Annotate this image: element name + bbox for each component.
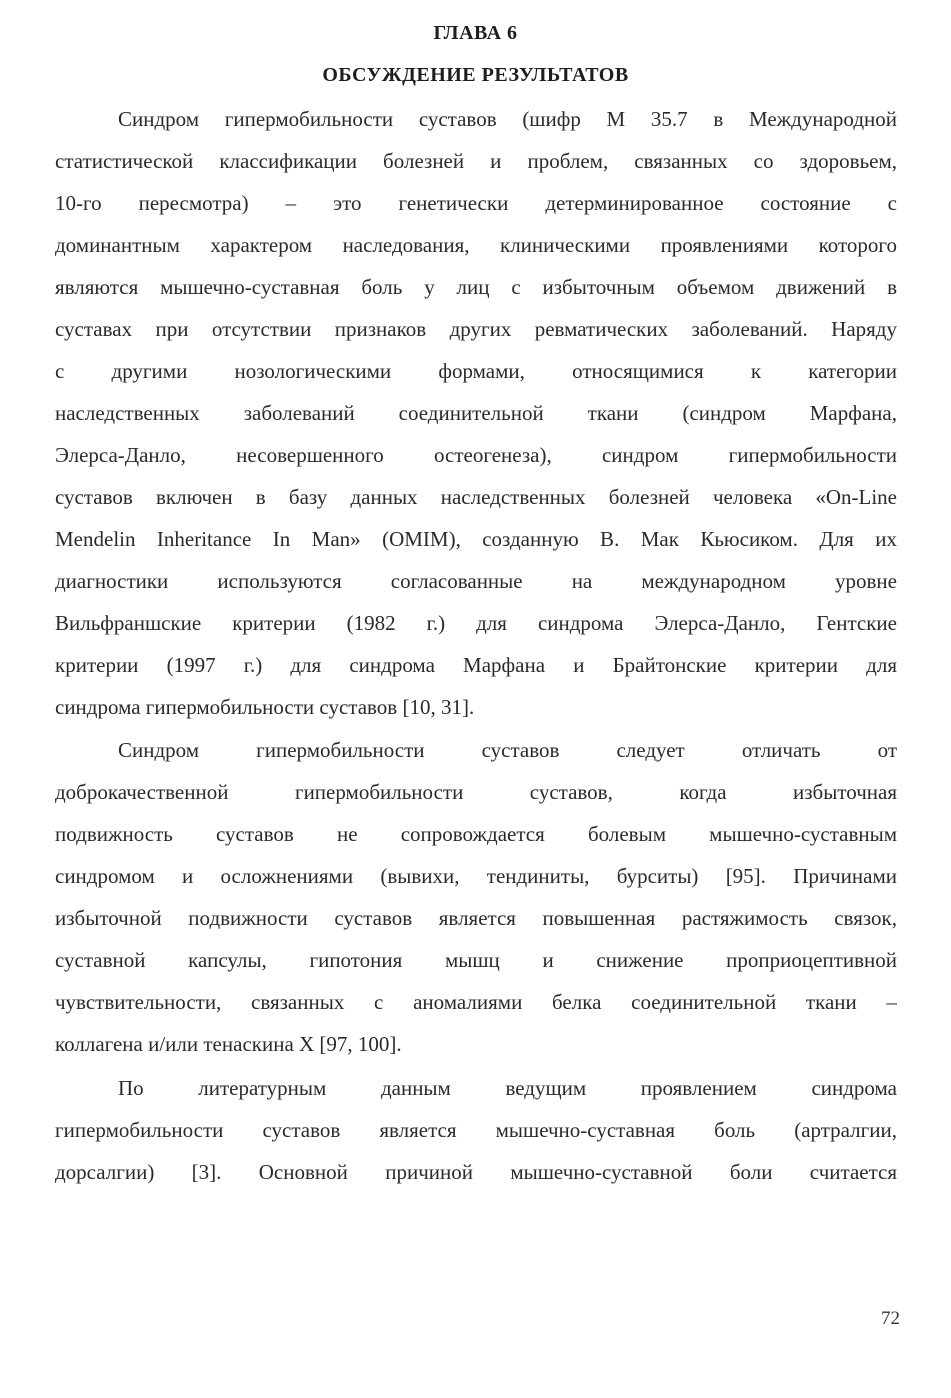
text-line: суставной капсулы, гипотония мышц и снижение проприоцептивной: [55, 948, 897, 972]
text-line: доброкачественной гипермобильности суставов, когда избыточная: [55, 780, 897, 804]
text-line: Вильфраншские критерии (1982 г.) для синдрома Элерса-Данло, Гентские: [55, 611, 897, 635]
text-line: 10-го пересмотра) – это генетически детерминированное состояние с: [55, 191, 897, 215]
page-number: 72: [881, 1308, 900, 1329]
text-line: дорсалгии) [3]. Основной причиной мышечно-суставной боли считается: [55, 1160, 897, 1184]
text-line: Элерса-Данло, несовершенного остеогенеза), синдром гипермобильности: [55, 443, 897, 467]
text-line: доминантным характером наследования, клиническими проявлениями которого: [55, 233, 897, 257]
text-line: статистической классификации болезней и проблем, связанных со здоровьем,: [55, 149, 897, 173]
chapter-title: ОБСУЖДЕНИЕ РЕЗУЛЬТАТОВ: [322, 64, 629, 86]
text-line: чувствительности, связанных с аномалиями белка соединительной ткани –: [55, 990, 897, 1014]
text-line: Синдром гипермобильности суставов следует отличать от: [118, 738, 897, 762]
text-line: гипермобильности суставов является мышечно-суставная боль (артралгии,: [55, 1118, 897, 1142]
text-line: Синдром гипермобильности суставов (шифр М 35.7 в Международной: [118, 107, 897, 131]
text-line: с другими нозологическими формами, относящимися к категории: [55, 359, 897, 383]
chapter-number: ГЛАВА 6: [433, 22, 518, 44]
text-line: избыточной подвижности суставов является повышенная растяжимость связок,: [55, 906, 897, 930]
text-line: наследственных заболеваний соединительной ткани (синдром Марфана,: [55, 401, 897, 425]
text-line: критерии (1997 г.) для синдрома Марфана и Брайтонские критерии для: [55, 653, 897, 677]
text-line: синдрома гипермобильности суставов [10, 31].: [55, 695, 475, 719]
text-line: Mendelin Inheritance In Man» (OMIM), созданную В. Мак Кьюсиком. Для их: [55, 527, 897, 551]
text-line: коллагена и/или тенаскина Х [97, 100].: [55, 1032, 402, 1056]
text-line: являются мышечно-суставная боль у лиц с избыточным объемом движений в: [55, 275, 897, 299]
text-line: подвижность суставов не сопровождается болевым мышечно-суставным: [55, 822, 897, 846]
text-line: суставов включен в базу данных наследственных болезней человека «On-Line: [55, 485, 897, 509]
text-line: синдромом и осложнениями (вывихи, тендиниты, бурситы) [95]. Причинами: [55, 864, 897, 888]
text-line: По литературным данным ведущим проявлением синдрома: [118, 1076, 897, 1100]
text-line: суставах при отсутствии признаков других ревматических заболеваний. Наряду: [55, 317, 897, 341]
text-line: диагностики используются согласованные на международном уровне: [55, 569, 897, 593]
